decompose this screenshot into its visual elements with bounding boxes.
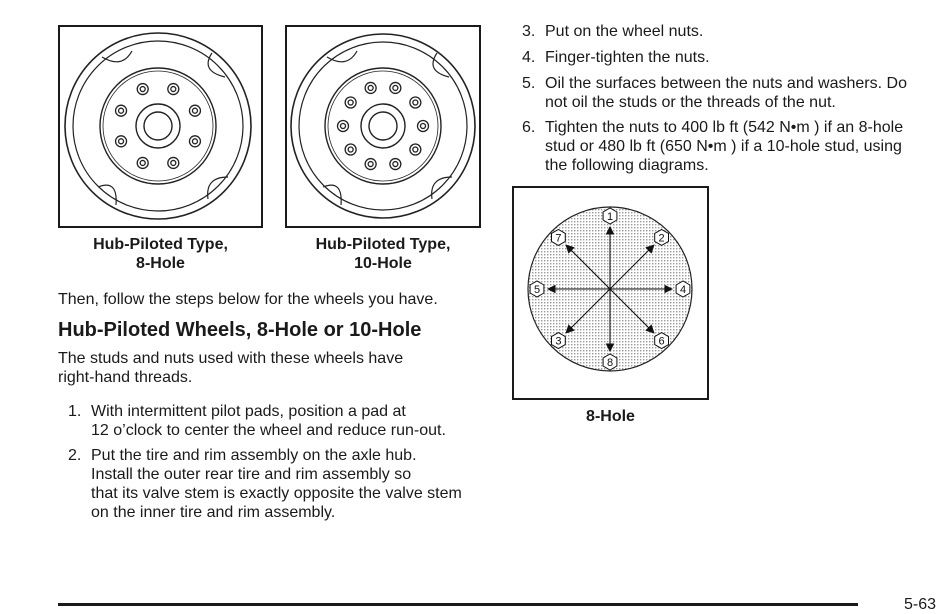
stud-hole-center [140, 87, 145, 92]
stud-hole [338, 121, 349, 132]
step-number: 4. [522, 49, 536, 66]
stud-hole-center [119, 108, 124, 113]
intro-text: Then, follow the steps below for the wheels you have. [58, 291, 438, 308]
stud-hole-center [368, 85, 373, 90]
step-line: 12 o’clock to center the wheel and reduce run-out. [91, 422, 446, 439]
sequence-label-4: 4 [679, 284, 687, 296]
stud-hole-center [368, 162, 373, 167]
step-number: 6. [522, 119, 536, 136]
stud-hole-center [119, 139, 124, 144]
step-4 [522, 48, 942, 68]
step-number: 2. [68, 447, 82, 464]
step-line: on the inner tire and rim assembly. [91, 504, 336, 521]
step-2 [68, 446, 488, 526]
stud-hole [137, 157, 148, 168]
step-line: Finger-tighten the nuts. [545, 49, 710, 66]
stud-hole-center [192, 139, 197, 144]
step-6 [522, 118, 942, 178]
stud-hole [345, 144, 356, 155]
sequence-label-8: 8 [606, 357, 614, 369]
page-number: 5-63 [903, 596, 936, 613]
step-number: 5. [522, 75, 536, 92]
sequence-label-2: 2 [658, 232, 665, 245]
stud-hole [410, 97, 421, 108]
stud-hole-center [341, 124, 346, 129]
wheel-10-hole-drawing [287, 27, 479, 226]
stud-hole-center [413, 100, 418, 105]
caption-line: Hub-Piloted Type, [315, 236, 451, 253]
step-line: not oil the studs or the threads of the nut. [545, 94, 836, 111]
sequence-label-5: 5 [533, 284, 541, 296]
step-line: Oil the surfaces between the nuts and washers. Do [545, 75, 907, 92]
step-number: 1. [68, 403, 82, 420]
sequence-label-1: 1 [606, 211, 614, 223]
sequence-label-6: 6 [658, 335, 665, 348]
stud-hole-center [140, 160, 145, 165]
stud-hole-center [171, 160, 176, 165]
stud-hole [189, 136, 200, 147]
stud-hole-center [192, 108, 197, 113]
sequence-label-3: 3 [555, 335, 562, 348]
caption-line: 10-Hole [354, 255, 412, 272]
description-line: right-hand threads. [58, 369, 193, 386]
stud-hole-center [348, 100, 353, 105]
caption-line: 8-Hole [136, 255, 185, 272]
wheel-8-hole-figure [58, 25, 263, 228]
footer-rule [58, 603, 858, 606]
stud-hole-center [393, 85, 398, 90]
stud-hole [365, 159, 376, 170]
step-line: Put the tire and rim assembly on the axle hub. [91, 447, 417, 464]
stud-hole [116, 105, 127, 116]
stud-hole [137, 84, 148, 95]
torque-sequence-figure [512, 186, 709, 400]
step-line: that its valve stem is exactly opposite the valve stem [91, 485, 462, 502]
stud-hole [345, 97, 356, 108]
stud-hole [168, 84, 179, 95]
step-line: Install the outer rear tire and rim assembly so [91, 466, 412, 483]
stud-hole-center [413, 147, 418, 152]
stud-hole [365, 82, 376, 93]
section-heading: Hub-Piloted Wheels, 8-Hole or 10-Hole [58, 319, 422, 341]
stud-hole-center [171, 87, 176, 92]
stud-hole [410, 144, 421, 155]
stud-hole-center [393, 162, 398, 167]
wheel-8-hole-drawing [60, 27, 261, 226]
step-number: 3. [522, 23, 536, 40]
step-line: stud or 480 lb ft (650 N•m ) if a 10-hole stud, using [545, 138, 902, 155]
stud-hole [390, 159, 401, 170]
step-line: With intermittent pilot pads, position a pad at [91, 403, 406, 420]
step-line: Tighten the nuts to 400 lb ft (542 N•m ) if an 8-hole [545, 119, 904, 136]
step-3 [522, 22, 942, 42]
step-5 [522, 74, 942, 114]
stud-hole [390, 82, 401, 93]
section-description [58, 349, 403, 387]
stud-hole [189, 105, 200, 116]
sequence-label-7: 7 [555, 232, 562, 245]
stud-hole [116, 136, 127, 147]
caption-line: Hub-Piloted Type, [93, 236, 228, 253]
stud-hole [418, 121, 429, 132]
torque-sequence-caption: 8-Hole [586, 408, 635, 425]
wheel-10-hole-figure [285, 25, 481, 228]
description-line: The studs and nuts used with these wheels have [58, 350, 404, 367]
stud-hole-center [421, 124, 426, 129]
wheel-10-hole-caption [285, 235, 481, 273]
stud-hole-center [348, 147, 353, 152]
torque-sequence-diagram [514, 188, 707, 398]
step-1 [68, 402, 488, 442]
wheel-8-hole-caption [58, 235, 263, 273]
step-line: the following diagrams. [545, 157, 709, 174]
stud-hole [168, 157, 179, 168]
step-line: Put on the wheel nuts. [545, 23, 704, 40]
